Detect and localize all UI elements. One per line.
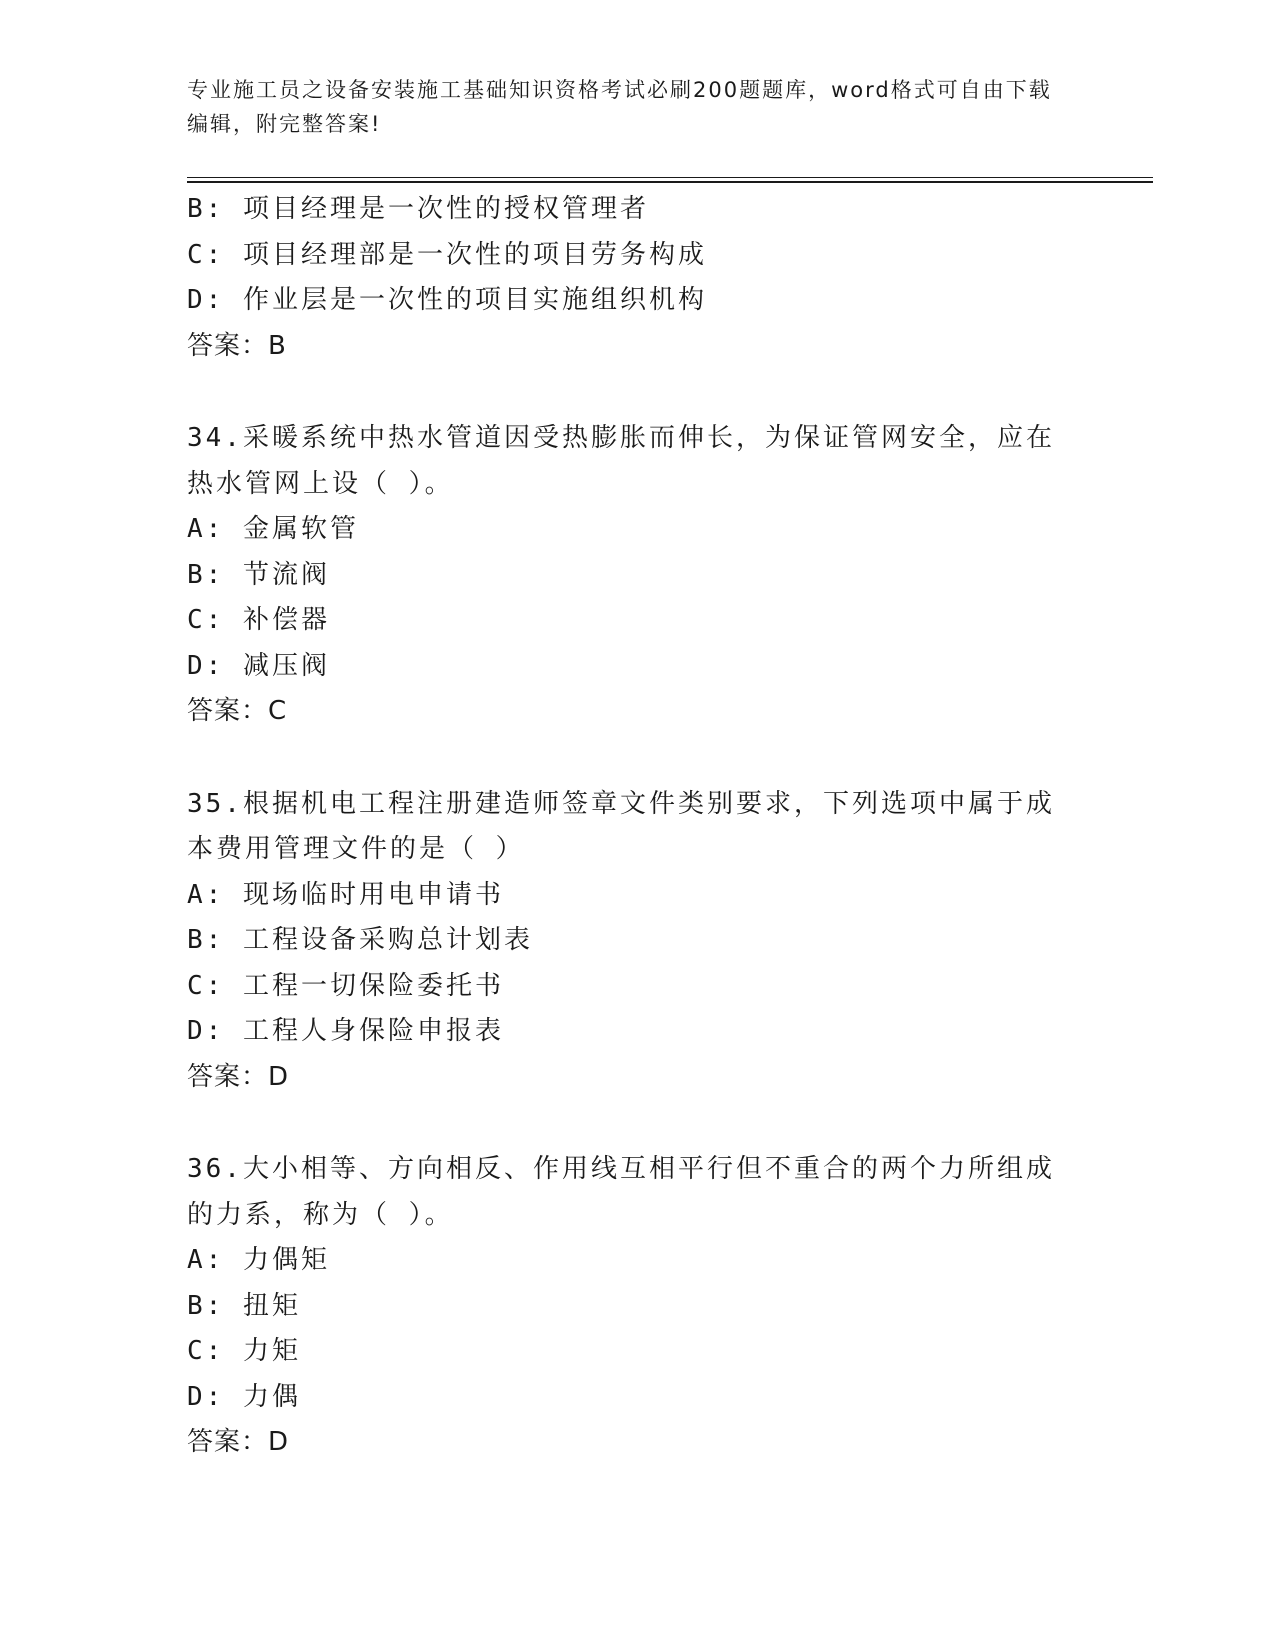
question-stem: 36.大小相等、方向相反、作用线互相平行但不重合的两个力所组成的力系，称为（ ）。 [187, 1154, 1055, 1230]
option-d: D: 减压阀 [187, 650, 330, 681]
option-c: C: 力矩 [187, 1336, 301, 1366]
option-b: B: 扭矩 [187, 1290, 301, 1321]
question-34 [187, 416, 1087, 735]
answer-line: 答案：D [187, 1427, 290, 1457]
option-c: C: 补偿器 [187, 605, 330, 635]
option-d: D: 作业层是一次性的项目实施组织机构 [187, 285, 707, 315]
answer-line: 答案：B [187, 330, 287, 361]
option-c: C: 项目经理部是一次性的项目劳务构成 [187, 239, 707, 270]
answer-line: 答案：C [187, 696, 288, 726]
question-33-continuation [187, 187, 1087, 369]
header-divider-thin [187, 177, 1153, 178]
header-divider-thick [187, 181, 1153, 183]
option-b: B: 项目经理是一次性的授权管理者 [187, 194, 649, 224]
question-list [187, 187, 1087, 1466]
document-intro: 专业施工员之设备安装施工基础知识资格考试必刷200题题库，word格式可自由下载编辑，附完整答案! [187, 78, 1052, 136]
option-a: A: 现场临时用电申请书 [187, 879, 504, 910]
option-b: B: 工程设备采购总计划表 [187, 925, 533, 955]
option-b: B: 节流阀 [187, 559, 330, 590]
option-d: D: 工程人身保险申报表 [187, 1016, 504, 1046]
option-a: A: 金属软管 [187, 514, 359, 544]
question-35 [187, 782, 1087, 1101]
question-stem: 35.根据机电工程注册建造师签章文件类别要求，下列选项中属于成本费用管理文件的是（ ） [187, 788, 1055, 864]
option-d: D: 力偶 [187, 1381, 301, 1412]
question-stem: 34.采暖系统中热水管道因受热膨胀而伸长，为保证管网安全，应在热水管网上设（ ）。 [187, 423, 1055, 499]
option-c: C: 工程一切保险委托书 [187, 970, 504, 1001]
option-a: A: 力偶矩 [187, 1245, 330, 1275]
answer-line: 答案：D [187, 1061, 290, 1092]
question-36 [187, 1147, 1087, 1466]
